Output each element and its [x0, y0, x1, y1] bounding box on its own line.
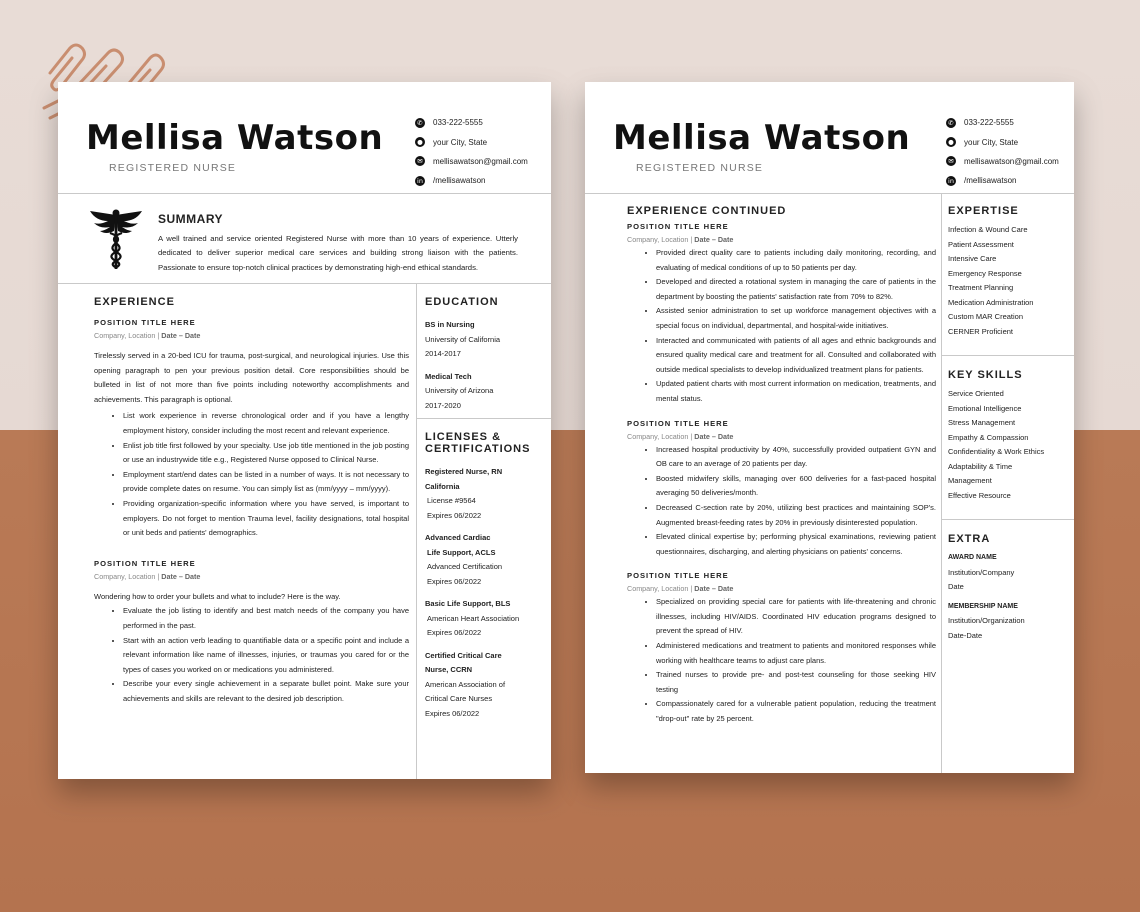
contact-email: ✉ mellisawatson@gmail.com — [415, 152, 528, 171]
membership-org: Institution/Organization — [948, 616, 1025, 625]
list-item: Infection & Wound Care — [948, 225, 1028, 234]
licenses-heading-line1: LICENSES & — [425, 431, 502, 443]
list-item: • Boosted midwifery skills, managing over 600 deliveries for a fast-paced hospital averaging 50 deliveries/month. — [656, 472, 936, 501]
license-entry: Basic Life Support, BLS American Heart Association Expires 06/2022 — [425, 599, 520, 637]
list-item: Custom MAR Creation — [948, 312, 1024, 321]
list-item: Empathy & Compassion — [948, 432, 1029, 442]
award-date: Date — [948, 582, 964, 591]
resume-page-1 — [58, 82, 551, 779]
contact-list — [946, 113, 1059, 191]
column-divider — [416, 283, 417, 779]
list-item: • Providing organization-specific information where you have served, is important to employers. Do not forget to mention Trauma level, facility designations, total hospital or unit beds and patients' demographics. — [123, 497, 409, 541]
job-title: POSITION TITLE HERE — [94, 318, 196, 327]
expertise-section — [948, 205, 1070, 339]
contact-location: ● your City, State — [415, 132, 528, 151]
list-item: • List work experience in reverse chronological order and if you have a lengthy employment history, consider including the most recent and relevant experience. — [123, 409, 409, 438]
list-item: • Updated patient charts with most current information on medication, treatments, and mental status. — [656, 377, 936, 406]
expertise-heading: EXPERTISE — [948, 205, 1019, 217]
linkedin-icon: in — [415, 176, 425, 186]
linkedin-icon: in — [946, 176, 956, 186]
list-item: Medication Administration — [948, 297, 1034, 307]
column-divider — [941, 193, 942, 773]
email-icon: ✉ — [946, 156, 956, 166]
membership-title: MEMBERSHIP NAME — [948, 602, 1018, 610]
job-meta: Company, Location | Date – Date — [627, 235, 734, 244]
summary-divider — [58, 283, 551, 284]
job-entry — [627, 222, 936, 407]
license-entry: Advanced Cardiac Life Support, ACLS Advanced Certification Expires 06/2022 — [425, 533, 503, 586]
contact-phone: ✆ 033-222-5555 — [946, 113, 1059, 132]
summary-heading: SUMMARY — [158, 212, 224, 226]
candidate-title: REGISTERED NURSE — [636, 162, 764, 174]
licenses-section — [425, 431, 545, 721]
license-entry: Registered Nurse, RN California License #9564 Expires 06/2022 — [425, 467, 503, 520]
education-heading: EDUCATION — [425, 296, 499, 308]
job-entry — [94, 318, 409, 541]
job-bullets — [627, 246, 936, 407]
expertise-divider — [941, 355, 1074, 356]
job-title: POSITION TITLE HERE — [627, 222, 729, 231]
education-divider — [416, 418, 551, 419]
education-section — [425, 296, 545, 413]
candidate-name: Mellisa Watson — [613, 118, 911, 158]
job-meta: Company, Location | Date – Date — [94, 571, 201, 581]
list-item: • Trained nurses to provide pre- and post-test counseling for those seeking HIV testing — [656, 668, 936, 697]
list-item: • Assisted senior administration to set up workforce management objectives with a special focus on individual, departmental, and hospital-wide initiatives. — [656, 304, 936, 333]
summary-text: A well trained and service oriented Registered Nurse with more than 10 years of experience. Utterly dedicated to deliver superior medical care services and building strong liaison with the patients. Passionate to ensure top-notch clinical practices by demonstrating high-end ethical standards. — [158, 234, 518, 272]
list-item: CERNER Proficient — [948, 326, 1014, 336]
education-school: University of Arizona — [425, 386, 494, 395]
list-item: • Elevated clinical expertise by; performing physical examinations, reviewing patient questionnaires, discharging, and alerting physicians on patients' concerns. — [656, 530, 936, 559]
list-item: Emergency Response — [948, 268, 1022, 278]
award-org: Institution/Company — [948, 567, 1015, 577]
list-item: Patient Assessment — [948, 239, 1014, 249]
job-bullets — [94, 409, 409, 540]
contact-email: ✉ mellisawatson@gmail.com — [946, 152, 1059, 171]
location-pin-icon: ● — [946, 137, 956, 147]
candidate-title: REGISTERED NURSE — [109, 162, 237, 174]
contact-location: ● your City, State — [946, 132, 1059, 151]
experience-heading: EXPERIENCE — [94, 296, 175, 308]
extra-heading: EXTRA — [948, 533, 991, 545]
licenses-heading-line2: CERTIFICATIONS — [425, 443, 531, 455]
list-item: • Enlist job title first followed by your specialty. Use job title mentioned in the job posting or use an industrywide title e.g., Registered Nurse opposed to Clinical Nurse. — [123, 439, 409, 468]
job-bullets — [94, 604, 409, 706]
caduceus-icon — [88, 207, 144, 271]
candidate-name: Mellisa Watson — [86, 118, 384, 158]
phone-icon: ✆ — [415, 118, 425, 128]
job-meta: Company, Location | Date – Date — [627, 584, 734, 594]
list-item: Adaptability & Time — [948, 461, 1013, 471]
award-title: AWARD NAME — [948, 554, 997, 561]
list-item: Service Oriented — [948, 389, 1004, 398]
job-title: POSITION TITLE HERE — [627, 418, 729, 428]
job-meta: Company, Location | Date – Date — [94, 331, 201, 340]
list-item: Stress Management — [948, 418, 1016, 427]
job-entry — [627, 419, 936, 560]
list-item: • Compassionately cared for a vulnerable patient population, reducing the treatment "drop-out" rate by 25 percent. — [656, 697, 936, 726]
list-item: Treatment Planning — [948, 283, 1014, 292]
list-item: • Employment start/end dates can be listed in a number of ways. It is not necessary to provide complete dates on resume. You can simply list as (mm/yyyy – mm/yyyy). — [123, 468, 409, 497]
job-meta: Company, Location | Date – Date — [627, 431, 734, 441]
job-paragraph: Wondering how to order your bullets and what to include? Here is the way. — [94, 591, 341, 601]
job-bullets — [627, 595, 936, 726]
job-entry — [94, 559, 409, 707]
contact-list — [415, 113, 528, 191]
resume-page-2 — [585, 82, 1074, 773]
list-item: • Interacted and communicated with patients of all ages and ethnic backgrounds and ensured quality medical care and treatment for all. Consulted and collaborated with outside medical specialists to develop individualized treatment plans for patients. — [656, 334, 936, 378]
list-item: • Evaluate the job listing to identify and best match needs of the company you have performed in the past. — [123, 604, 409, 633]
job-bullets — [627, 443, 936, 560]
job-entry — [627, 571, 936, 726]
list-item: • Specialized on providing special care for patients with life-threatening and chronic illnesses, including HIV/AIDS. Coordinated HIV education programs designed to prevent the spread of HIV. — [656, 595, 936, 639]
list-item: • Decreased C-section rate by 20%, utilizing best practices and maintaining SOP's. Augmented breast-feeding rates by 20% in previously disinterested population. — [656, 501, 936, 530]
list-item: • Developed and directed a rotational system in managing the care of patients in the department by boosting the patients' satisfaction rate from 70% to 82%. — [656, 275, 936, 304]
experience-continued-heading: EXPERIENCE CONTINUED — [627, 205, 787, 217]
education-years: 2017-2020 — [425, 400, 461, 410]
experience-section — [94, 296, 409, 706]
list-item: • Describe your every single achievement in a separate bullet point. Make sure your achievements and skills are relevant to the desired job description. — [123, 677, 409, 706]
phone-icon: ✆ — [946, 118, 956, 128]
email-icon: ✉ — [415, 156, 425, 166]
extra-section — [948, 533, 1070, 643]
list-item: • Provided direct quality care to patients including daily monitoring, recording, and evaluating of medical conditions of up to 50 patients per day. — [656, 246, 936, 275]
list-item: • Start with an action verb leading to quantifiable data or a specific point and include a relevant information like name of illnesses, injuries, or traumas you cared for or the types of cases you worked on or medications you administered. — [123, 634, 409, 678]
header-divider — [585, 193, 1074, 194]
contact-phone: ✆ 033-222-5555 — [415, 113, 528, 132]
list-item: • Administered medications and treatment to patients and monitored responses while working with healthcare teams to adjust care plans. — [656, 639, 936, 668]
experience-continued-section — [627, 205, 936, 727]
education-degree: BS in Nursing — [425, 320, 475, 329]
education-school: University of California — [425, 334, 501, 344]
list-item: Management — [948, 476, 992, 485]
job-title: POSITION TITLE HERE — [94, 558, 196, 568]
education-degree: Medical Tech — [425, 371, 472, 381]
key-skills-heading: KEY SKILLS — [948, 369, 1023, 381]
membership-date: Date-Date — [948, 630, 983, 640]
list-item: Intensive Care — [948, 254, 997, 263]
job-title: POSITION TITLE HERE — [627, 571, 729, 581]
contact-linkedin: in /mellisawatson — [415, 171, 528, 190]
list-item: Effective Resource — [948, 490, 1011, 500]
header-divider — [58, 193, 551, 194]
education-years: 2014-2017 — [425, 349, 461, 358]
list-item: • Increased hospital productivity by 40%, successfully provided outpatient GYN and OB care to an average of 20 patients per day. — [656, 443, 936, 472]
skills-divider — [941, 519, 1074, 520]
job-paragraph: Tirelessly served in a 20-bed ICU for trauma, post-surgical, and neurological injuries. Use this opening paragraph to pen your previous position detail. Core responsibilities should be bulleted in list of not more than five points including noteworthy accomplishments and achievements. This paragraph is optional. — [94, 351, 409, 404]
contact-linkedin: in /mellisawatson — [946, 171, 1059, 190]
license-entry: Certified Critical Care Nurse, CCRN American Association of Critical Care Nurses Expires 06/2022 — [425, 650, 506, 718]
key-skills-section — [948, 369, 1070, 503]
list-item: Emotional Intelligence — [948, 403, 1022, 413]
list-item: Confidentiality & Work Ethics — [948, 447, 1045, 456]
location-pin-icon: ● — [415, 137, 425, 147]
